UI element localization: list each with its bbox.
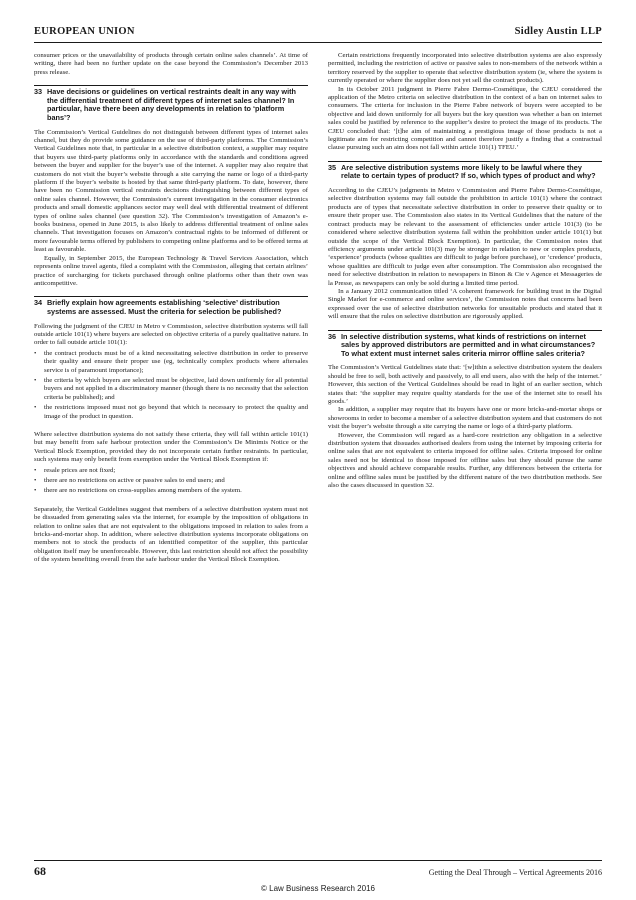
paragraph: Separately, the Vertical Guidelines suggest that members of a selective distribution system must not be dissuaded from generating sales via the internet, for example by the imposition of obligations in relation to online sales that are not equivalent to the obligations imposed in relation to sales from a bricks-and-mortar shop. In addition, where selective distribution systems incorporate obligations on members not to stock the products of an identified competitor of the supplier, this particular obligation itself may be unenforceable. However, this last restriction should not affect the possibility of the system benefiting overall from the safe harbour under the Vertical Block Exemption. <box>34 505 308 564</box>
bullet-item: • there are no restrictions on cross-supplies among members of the system. <box>34 487 308 495</box>
question-35 <box>328 161 602 181</box>
page-footer <box>34 864 602 879</box>
question-number: 33 <box>34 87 43 97</box>
question-number: 36 <box>328 331 337 341</box>
left-column <box>34 52 308 832</box>
publication-title: Getting the Deal Through – Vertical Agreements 2016 <box>428 868 602 877</box>
bullet-item: • there are no restrictions on active or passive sales to end users; and <box>34 477 308 485</box>
bullet-item: • the restrictions imposed must not go beyond that which is necessary to protect the quality and image of the product in question. <box>34 404 308 421</box>
paragraph: Following the judgment of the CJEU in Metro v Commission, selective distribution systems will fall outside article 101(1) where buyers are selected on objective criteria of a purely qualitative nature. In order to fall outside article 101(1): <box>34 322 308 347</box>
bullet-list <box>34 350 308 421</box>
bullet-list <box>34 467 308 496</box>
question-text: In selective distribution systems, what kinds of restrictions on internet sales by approved distributors are permitted and in what circumstances? To what extent must internet sales criteria mirror offline sales criteria? <box>341 331 596 358</box>
right-column <box>328 52 602 832</box>
bullet-item: • the criteria by which buyers are selected must be objective, laid down uniformly for all potential buyers and not applied in a discriminatory manner (though there is no necessity that the selection criteria be published); and <box>34 377 308 402</box>
paragraph: Where selective distribution systems do not satisfy these criteria, they will fall within article 101(1) but may benefit from safe harbour protection under the Commission’s De Minimis Notice or the Vertical Block Exemption, provided they do not incorporate certain further restraints. In particular, such systems may only benefit from exemption under the Vertical Block Exemption if: <box>34 430 308 464</box>
bullet-item: • the contract products must be of a kind necessitating selective distribution in order to preserve their quality and ensure their proper use (eg, technically complex products where aftersales service is of paramount importance); <box>34 350 308 375</box>
paragraph: However, the Commission will regard as a hard-core restriction any obligation in a selective distribution system that dissuades authorised dealers from using the internet by imposing criteria for online sales that are not equivalent to criteria imposed for offline sales. Criteria imposed for online sales need not be identical to those imposed for offline sales but they should pursue the same objectives and should achieve comparable results. Further, any differences between the criteria for online and offline sales must be justified by the different nature of the two distribution methods. See also the cases discussed in question 32. <box>328 431 602 490</box>
question-text: Briefly explain how agreements establishing ‘selective’ distribution systems are assessed. Must the criteria for selection be published? <box>47 298 282 316</box>
page-number: 68 <box>34 864 46 878</box>
question-text: Have decisions or guidelines on vertical restraints dealt in any way with the differential treatment of different types of internet sales channel? In particular, have there been any developments in relation to ‘platform bans’? <box>47 87 296 122</box>
header-section-title: EUROPEAN UNION <box>34 26 135 37</box>
header-firm-name: Sidley Austin LLP <box>514 26 602 37</box>
paragraph: Certain restrictions frequently incorporated into selective distribution systems are also expressly permitted, including the restriction of active or passive sales to non-members of the network within a territory reserved by the supplier to operate that selective distribution system (ie, where the system is currently operated or where the supplier does not yet sell the contract products). <box>328 52 602 85</box>
paragraph: Equally, in September 2015, the European Technology & Travel Services Association, which represents online travel agents, filed a complaint with the Commission, alleging that certain airlines’ practice of surcharging for tickets purchased through online platforms other than their own was anticompetitive. <box>34 254 308 287</box>
bullet-item: • resale prices are not fixed; <box>34 467 308 475</box>
paragraph: consumer prices or the unavailability of products through certain online sales channels’. At time of writing, there had been no further update on the case beyond the Commission’s December 2013 press release. <box>34 52 308 76</box>
question-number: 34 <box>34 298 43 308</box>
paragraph: In addition, a supplier may require that its buyers have one or more bricks-and-mortar shops or showrooms in order to become a member of a selective distribution system and that customers do not visit the buyer’s website through a site carrying the name or logo of a third-party platform. <box>328 406 602 431</box>
paragraph: In its October 2011 judgment in Pierre Fabre Dermo-Cosmétique, the CJEU considered the application of the Metro criteria on selective distribution in the context of a ban on internet sales to consumers. The criteria for inclusion in the Pierre Fabre network of buyers were accepted to be objective and laid down uniformly for all buyers but the key question was whether a ban on internet sales could be justified by reference to the supplier’s desire to protect the image of its products. The CJEU concluded that: ‘[t]he aim of maintaining a prestigious image of those products is not a legitimate aim for restricting competition and cannot therefore justify a finding that a contractual clause pursuing such an aim does not fall within article 101(1) TFEU.’ <box>328 85 602 152</box>
paragraph: According to the CJEU’s judgments in Metro v Commission and Pierre Fabre Dermo-Cosmétique, selective distribution systems may fall outside the prohibition in article 101(1) where the contract products are of types that necessitate selective distribution in order to preserve their quality or to ensure their proper use. The Commission also states in its Vertical Guidelines that the nature of the contract products may be relevant to the assessment of efficiencies under article 101(3) (to be considered where selective distribution systems fall within the prohibition under article 101(1) but outside the scope of the Vertical Block Exemption). In particular, the Commission notes that efficiency arguments under article 101(3) may be stronger in relation to new or complex products, ‘experience’ products (whose qualities are difficult to judge before purchase), or ‘credence’ products, whose qualities are difficult to judge even after consumption. The Commission also recognised the need for selective distribution in relation to newspapers in Binon & Cie v Agence et Messageries de la Presse, as newspapers can only be sold during a limited time period. <box>328 187 602 287</box>
question-number: 35 <box>328 162 337 172</box>
question-text: Are selective distribution systems more likely to be lawful where they relate to certain types of product? If so, which types of product and why? <box>341 162 596 181</box>
paragraph: The Commission’s Vertical Guidelines state that: ‘[w]ithin a selective distribution system the dealers should be free to sell, both actively and passively, to all end users, also with the help of the internet.’ However, this section of the Vertical Guidelines should be read in light of an earlier section, which states that: ‘the supplier may require quality standards for the use of the internet site to resell his goods.’ <box>328 364 602 405</box>
footer-rule <box>34 860 602 861</box>
question-36 <box>328 330 602 359</box>
question-33 <box>34 85 308 122</box>
paragraph: The Commission’s Vertical Guidelines do not distinguish between different types of internet sales channel, but they do provide some guidance on the use of third-party platforms. The Commission’s Vertical Guidelines note that, in particular in a selective distribution context, a supplier may require that buyers use third-party platforms only in accordance with the standards and conditions agreed between the buyer and supplier for the buyer’s use of the internet. A supplier may also require that customers do not visit the buyer’s website through a site carrying the name or logo of a third-party platform if the buyer’s website is hosted by that same third-party platform. To date, however, there have been no Commission vertical restraints decisions distinguishing between different types of online sales channel. However, the Commission’s current investigation in the consumer electronics products and small domestic appliances sector may well deal with differential treatment of different types of online sales channel (see question 32). The Commission’s investigation of Amazon’s e-books business, opened in June 2015, is also likely to address differential treatment of online sales channels. That investigation focuses on Amazon’s contractual rights to be informed of different or more favourable terms offered by publishers to competing online platforms and to be offered terms at least as favourable. <box>34 128 308 254</box>
paragraph: In a January 2012 communication titled ‘A coherent framework for building trust in the Digital Single Market for e-commerce and online services’, the Commission notes that concerns had been expressed over the use of selective distribution networks for unsuitable products and stated that it will ensure that the rules on selective distribution are rigorously applied. <box>328 287 602 321</box>
header-rule <box>34 42 602 43</box>
question-34 <box>34 296 308 316</box>
running-header <box>34 26 602 37</box>
copyright-notice: © Law Business Research 2016 <box>261 884 375 893</box>
